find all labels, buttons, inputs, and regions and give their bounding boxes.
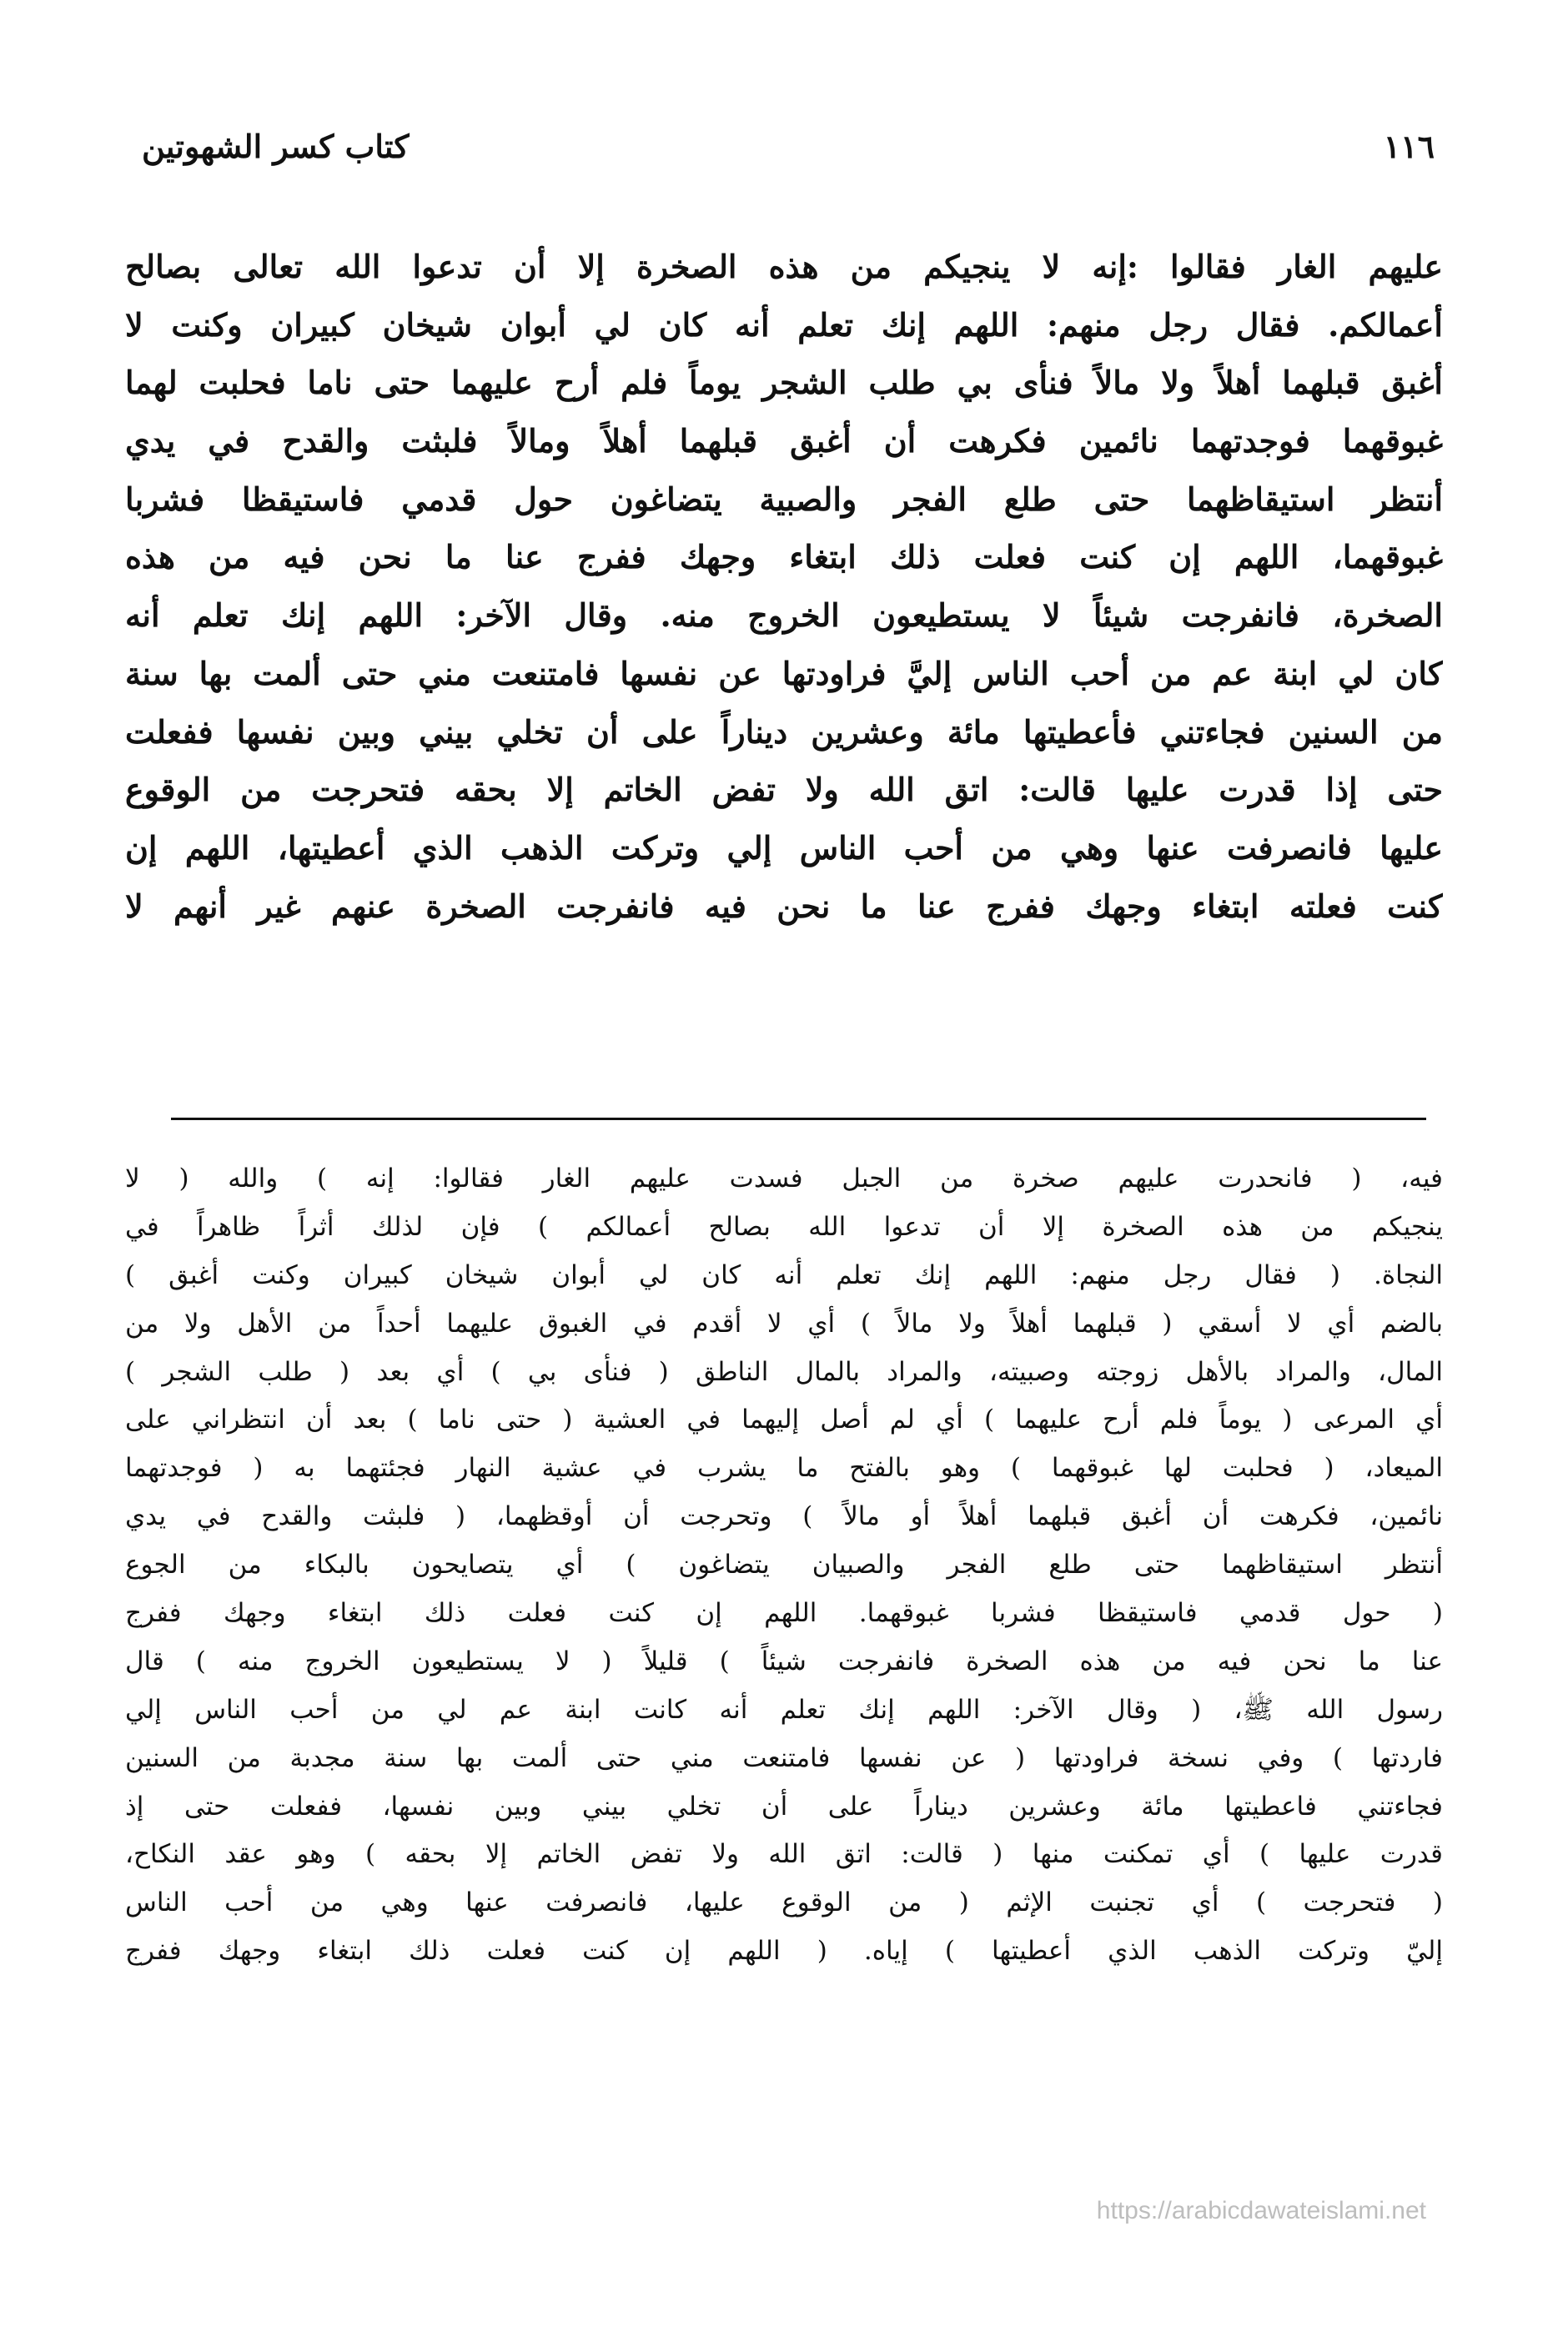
footnote-line: فجاءتني فاعطيتها مائة وعشرين ديناراً على أن تخلي بيني وبين نفسها، ففعلت حتى إذ xyxy=(125,1791,1443,1822)
page-header xyxy=(142,117,1435,175)
main-text-line: غبوقهما فوجدتهما نائمين فكرهت أن أغبق قبلهما أهلاً ومالاً فلبثت والقدح في يدي xyxy=(125,422,1443,460)
main-text-line: أغبق قبلهما أهلاً ولا مالاً فنأى بي طلب الشجر يوماً فلم أرح عليهما حتى ناما فحلبت لهما xyxy=(125,364,1443,402)
main-text-line: عليها فانصرفت عنها وهي من أحب الناس إلي وتركت الذهب الذي أعطيتها، اللهم إن xyxy=(125,828,1443,867)
footnote-line: فيه، ( فانحدرت عليهم صخرة من الجبل فسدت عليهم الغار فقالوا: إنه ) والله ( لا xyxy=(125,1163,1443,1194)
footnote-line: بالضم أي لا أسقي ( قبلهما أهلاً ولا مالاً ) أي لا أقدم في الغبوق عليهما أحداً من الأهل ولا من xyxy=(125,1308,1443,1339)
page-number: ١١٦ xyxy=(1383,127,1435,165)
footnote-line: ( حول قدمي فاستيقظا فشربا غبوقهما. اللهم إن كنت فعلت ذلك ابتغاء وجهك ففرج xyxy=(125,1598,1443,1629)
footnote-line: عنا ما نحن فيه من هذه الصخرة فانفرجت شيئاً ) قليلاً ( لا يستطيعون الخروج منه ) قال xyxy=(125,1646,1443,1676)
book-title: كتاب كسر الشهوتين xyxy=(142,127,410,165)
footnote-line: نائمين، فكرهت أن أغبق قبلهما أهلاً أو مالاً ) وتحرجت أن أوقظهما، ( فلبثت والقدح في يدي xyxy=(125,1501,1443,1532)
main-text-line: الصخرة، فانفرجت شيئاً لا يستطيعون الخروج منه. وقال الآخر: اللهم إنك تعلم أنه xyxy=(125,596,1443,635)
footnote-divider xyxy=(171,1118,1426,1120)
main-text-line: حتى إذا قدرت عليها قالت: اتق الله ولا تفض الخاتم إلا بحقه فتحرجت من الوقوع xyxy=(125,771,1443,809)
main-text-line: عليهم الغار فقالوا :إنه لا ينجيكم من هذه الصخرة إلا أن تدعوا الله تعالى بصالح xyxy=(125,248,1443,285)
footnote-line: النجاة. ( فقال رجل منهم: اللهم إنك تعلم أنه كان لي أبوان شيخان كبيران وكنت أغبق ) xyxy=(125,1259,1443,1290)
footnote-line: أنتظر استيقاظهما حتى طلع الفجر والصبيان يتضاغون ) أي يتصايحون بالبكاء من الجوع xyxy=(125,1550,1443,1581)
main-text-line: أنتظر استيقاظهما حتى طلع الفجر والصبية يتضاغون حول قدمي فاستيقظا فشربا xyxy=(125,480,1443,518)
footnote-line: رسول الله ﷺ، ( وقال الآخر: اللهم إنك تعلم أنه كانت ابنة عم لي من أحب الناس إلي xyxy=(125,1694,1443,1725)
footnote-line: ينجيكم من هذه الصخرة إلا أن تدعوا الله بصالح أعمالكم ) فإن لذلك أثراً ظاهراً في xyxy=(125,1211,1443,1242)
main-text-line: كنت فعلته ابتغاء وجهك ففرج عنا ما نحن فيه فانفرجت الصخرة عنهم غير أنهم لا xyxy=(125,887,1443,925)
main-text-line: أعمالكم. فقال رجل منهم: اللهم إنك تعلم أنه كان لي أبوان شيخان كبيران وكنت لا xyxy=(125,305,1443,344)
watermark-url: https://arabicdawateislami.net xyxy=(1096,2197,1426,2224)
footnote-line: الميعاد، ( فحلبت لها غبوقهما ) وهو بالفتح ما يشرب في عشية النهار فجئتهما به ( فوجدتهما xyxy=(125,1453,1443,1484)
main-text-line: غبوقهما، اللهم إن كنت فعلت ذلك ابتغاء وجهك ففرج عنا ما نحن فيه من هذه xyxy=(125,538,1443,576)
footnote-line: أي المرعى ( يوماً فلم أرح عليهما ) أي لم أصل إليهما في العشية ( حتى ناما ) بعد أن انتظراني على xyxy=(125,1405,1443,1435)
footnote-line: إليّ وتركت الذهب الذي أعطيتها ) إياه. ( اللهم إن كنت فعلت ذلك ابتغاء وجهك ففرج xyxy=(125,1936,1443,1967)
footnote-line: ( فتحرجت ) أي تجنبت الإثم ( من الوقوع عليها، فانصرفت عنها وهي من أحب الناس xyxy=(125,1887,1443,1918)
main-text xyxy=(125,238,1443,935)
footnote-line: قدرت عليها ) أي تمكنت منها ( قالت: اتق الله ولا تفض الخاتم إلا بحقه ) وهو عقد النكاح، xyxy=(125,1839,1443,1870)
footnote-line: فاردتها ) وفي نسخة فراودتها ( عن نفسها فامتنعت مني حتى ألمت بها سنة مجدبة من السنين xyxy=(125,1742,1443,1773)
main-text-line: من السنين فجاءتني فأعطيتها مائة وعشرين ديناراً على أن تخلي بيني وبين نفسها ففعلت xyxy=(125,712,1443,751)
footnote-line: المال، والمراد بالأهل زوجته وصبيته، والمراد بالمال الناطق ( فنأى بي ) أي بعد ( طلب الشجر ) xyxy=(125,1356,1443,1387)
main-text-line: كان لي ابنة عم من أحب الناس إليَّ فراودتها عن نفسها فامتنعت مني حتى ألمت بها سنة xyxy=(125,654,1443,692)
footnote-text xyxy=(125,1155,1443,1976)
